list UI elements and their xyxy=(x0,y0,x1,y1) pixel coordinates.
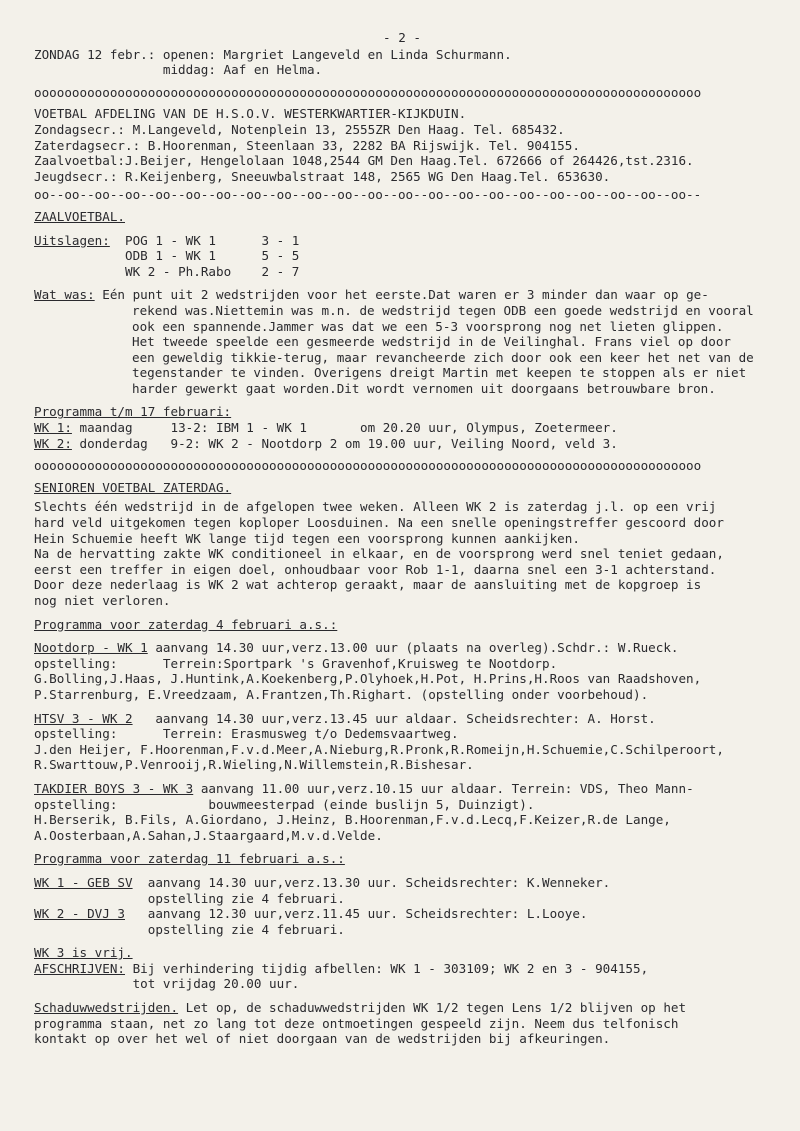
report-line: Slechts één wedstrijd in de afgelopen twee weken. Alleen WK 2 is zaterdag j.l. op een vrij xyxy=(34,499,717,515)
match-details: opstelling zie 4 februari. xyxy=(34,921,345,937)
match-details: opstelling: Terrein:Sportpark 's Gravenhof,Kruisweg te Nootdorp. xyxy=(34,655,558,671)
match-details: aanvang 14.30 uur,verz.13.30 uur. Scheidsrechter: K.Wenneker. xyxy=(132,874,611,890)
section-heading-senioren: SENIOREN VOETBAL ZATERDAG. xyxy=(34,479,232,495)
lineup-line: P.Starrenburg, E.Vreedzaam, A.Frantzen,Th.Righart. (opstelling onder voorbehoud). xyxy=(34,686,649,702)
contact-line: Zaterdagsecr.: B.Hoorenman, Steenlaan 33, 2282 BA Rijswijk. Tel. 904155. xyxy=(34,137,580,153)
afschrijven-label: AFSCHRIJVEN: xyxy=(34,960,125,976)
programma-heading: Programma voor zaterdag 4 februari a.s.: xyxy=(34,616,338,632)
team-label: WK 1: xyxy=(34,420,72,436)
result-row: ODB 1 - WK 1 5 - 5 xyxy=(125,248,300,264)
schaduw-text: kontakt op over het wel of niet doorgaan van de wedstrijden bij afkeuringen. xyxy=(34,1031,611,1047)
report-line: een geweldig tikkie-terug, maar revancheerde zich door ook een keer het net van de xyxy=(132,349,754,365)
match-details: aanvang 14.30 uur,verz.13.45 uur aldaar. Scheidsrechter: A. Horst. xyxy=(132,710,656,726)
vrij-note: WK 3 is vrij. xyxy=(34,945,133,961)
match-details: opstelling: Terrein: Erasmusweg t/o Dedemsvaartweg. xyxy=(34,726,459,742)
fixture-line: donderdag 9-2: WK 2 - Nootdorp 2 om 19.00 uur, Veiling Noord, veld 3. xyxy=(71,435,618,451)
lineup-line: R.Swarttouw,P.Venrooij,R.Wieling,N.Willemstein,R.Bishesar. xyxy=(34,757,474,773)
schaduw-text: programma staan, net zo lang tot deze ontmoetingen gespeeld zijn. Neem dus telfonisch xyxy=(34,1015,679,1031)
result-row: WK 2 - Ph.Rabo 2 - 7 xyxy=(125,263,300,279)
match-title: WK 1 - GEB SV xyxy=(34,874,133,890)
report-line: ook een spannende.Jammer was dat we een 5-3 voorsprong nog net lieten glippen. xyxy=(132,318,724,334)
report-line: eerst een treffer in eigen doel, onhoudbaar voor Rob 1-1, daarna snel een 3-1 achterstand. xyxy=(34,561,717,577)
separator-line: oooooooooooooooooooooooooooooooooooooooooooooooooooooooooooooooooooooooooooooooooooooooo xyxy=(34,84,702,100)
report-line: Eén punt uit 2 wedstrijden voor het eerste.Dat waren er 3 minder dan waar op ge- xyxy=(94,287,709,303)
match-title: TAKDIER BOYS 3 - WK 3 xyxy=(34,780,194,796)
match-title: WK 2 - DVJ 3 xyxy=(34,906,125,922)
watwas-label: Wat was: xyxy=(34,287,95,303)
club-title: VOETBAL AFDELING VAN DE H.S.O.V. WESTERKWARTIER-KIJKDUIN. xyxy=(34,106,467,122)
match-details: aanvang 12.30 uur,verz.11.45 uur. Scheidsrechter: L.Looye. xyxy=(125,906,588,922)
separator-line: oo--oo--oo--oo--oo--oo--oo--oo--oo--oo--oo--oo--oo--oo--oo--oo--oo--oo--oo--oo--oo--oo-- xyxy=(34,187,702,203)
team-label: WK 2: xyxy=(34,435,72,451)
report-line: harder gewerkt gaat worden.Dit wordt vernomen uit doorgaans betrouwbare bron. xyxy=(132,380,716,396)
lineup-line: H.Berserik, B.Fils, A.Giordano, J.Heinz, B.Hoorenman,F.v.d.Lecq,F.Keizer,R.de Lange, xyxy=(34,812,671,828)
report-line: nog niet verloren. xyxy=(34,593,171,608)
contact-line: Zaalvoetbal:J.Beijer, Hengelolaan 1048,2544 GM Den Haag.Tel. 672666 of 264426,tst.2316. xyxy=(34,153,694,169)
programma-heading: Programma voor zaterdag 11 februari a.s.: xyxy=(34,851,345,867)
report-line: Na de hervatting zakte WK conditioneel in elkaar, en de voorsprong werd snel teniet gedaan, xyxy=(34,546,724,562)
schaduw-label: Schaduwwedstrijden. xyxy=(34,1000,179,1016)
lineup-line: A.Oosterbaan,A.Sahan,J.Staargaard,M.v.d.Velde. xyxy=(34,827,383,843)
afschrijven-text: tot vrijdag 20.00 uur. xyxy=(34,976,300,992)
programma-heading: Programma t/m 17 februari: xyxy=(34,404,232,420)
report-line: tegenstander te vinden. Overigens dreigt Martin met keepen te stoppen als er niet xyxy=(132,365,747,381)
fixture-line: maandag 13-2: IBM 1 - WK 1 om 20.20 uur, Olympus, Zoetermeer. xyxy=(71,420,618,436)
report-line: Hein Schuemie heeft WK lange tijd tegen een voorsprong kunnen aankijken. xyxy=(34,530,580,546)
afschrijven-text: Bij verhindering tijdig afbellen: WK 1 - 303109; WK 2 en 3 - 904155, xyxy=(125,960,649,976)
schaduw-text: Let op, de schaduwwedstrijden WK 1/2 tegen Lens 1/2 blijven op het xyxy=(178,1000,687,1016)
report-line: Het tweede speelde een gesmeerde wedstrijd in de Veilinghal. Frans viel op door xyxy=(132,334,731,350)
contact-line: Zondagsecr.: M.Langeveld, Notenplein 13, 2555ZR Den Haag. Tel. 685432. xyxy=(34,121,565,137)
report-line: hard veld uitgekomen tegen koploper Loosduinen. Na een snelle openingstreffer gescoord door xyxy=(34,515,724,531)
match-details: opstelling zie 4 februari. xyxy=(34,890,345,906)
announcement-line: ZONDAG 12 febr.: openen: Margriet Langeveld en Linda Schurmann. xyxy=(34,46,512,62)
report-line: rekend was.Niettemin was m.n. de wedstrijd tegen ODB een goede wedstrijd en vooral xyxy=(132,302,754,318)
uitslagen-label: Uitslagen: xyxy=(34,232,110,248)
match-title: Nootdorp - WK 1 xyxy=(34,640,148,656)
match-title: HTSV 3 - WK 2 xyxy=(34,710,133,726)
match-details: aanvang 14.30 uur,verz.13.00 uur (plaats na overleg).Schdr.: W.Rueck. xyxy=(147,640,679,656)
page-number: - 2 - xyxy=(383,30,421,45)
contact-line: Jeugdsecr.: R.Keijenberg, Sneeuwbalstraat 148, 2565 WG Den Haag.Tel. 653630. xyxy=(34,168,611,184)
separator-line: oooooooooooooooooooooooooooooooooooooooooooooooooooooooooooooooooooooooooooooooooooooooo xyxy=(34,458,702,474)
match-details: aanvang 11.00 uur,verz.10.15 uur aldaar. Terrein: VDS, Theo Mann- xyxy=(193,780,694,796)
lineup-line: J.den Heijer, F.Hoorenman,F.v.d.Meer,A.Nieburg,R.Pronk,R.Romeijn,H.Schuemie,C.Schilperoort, xyxy=(34,741,724,757)
section-heading-zaalvoetbal: ZAALVOETBAL. xyxy=(34,208,125,224)
match-details: opstelling: bouwmeesterpad (einde buslijn 5, Duinzigt). xyxy=(34,796,535,812)
result-row: POG 1 - WK 1 3 - 1 xyxy=(125,232,300,248)
lineup-line: G.Bolling,J.Haas, J.Huntink,A.Koekenberg,P.Olyhoek,H.Pot, H.Prins,H.Roos van Raadshoven, xyxy=(34,671,702,687)
report-line: Door deze nederlaag is WK 2 wat achterop geraakt, maar de aansluiting met de kopgroep is xyxy=(34,577,702,593)
announcement-line: middag: Aaf en Helma. xyxy=(34,62,323,78)
